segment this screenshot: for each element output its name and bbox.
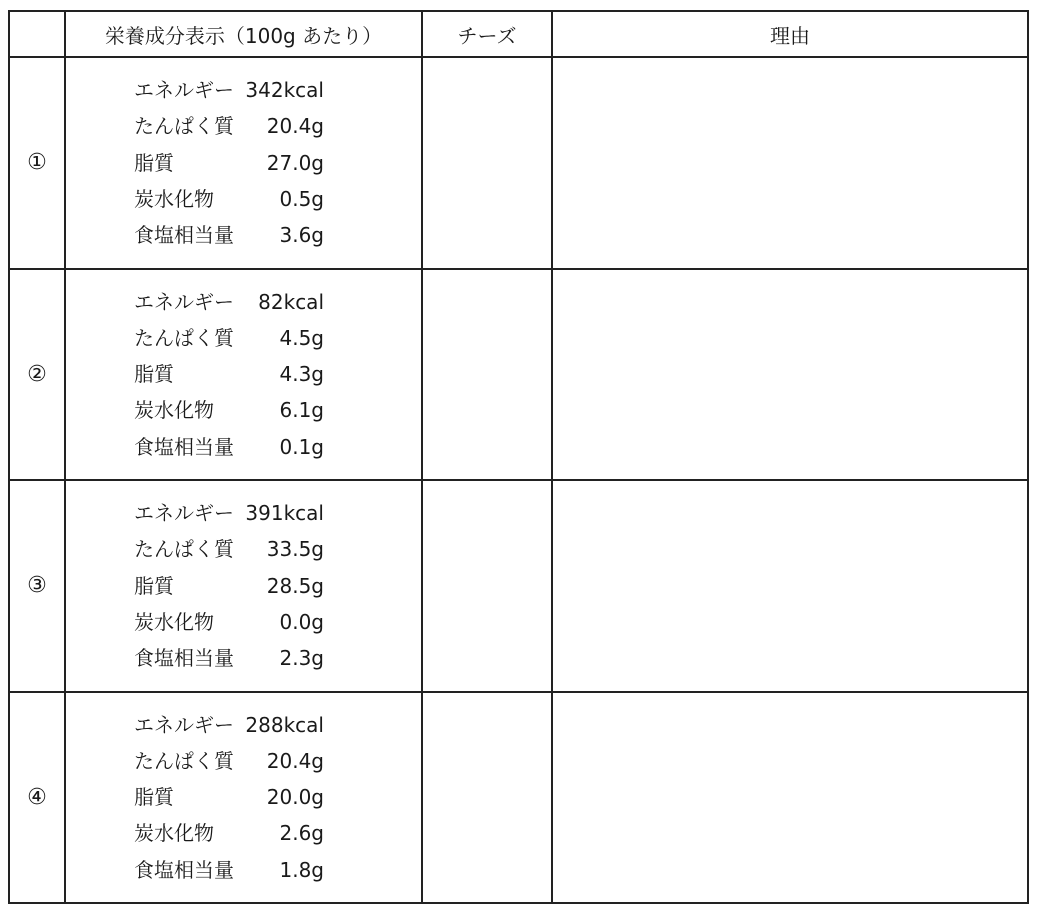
nutrient-value: 6.1g xyxy=(279,398,324,423)
nutrient-value: 33.5g xyxy=(266,537,324,562)
nutrient-value: 28.5g xyxy=(266,573,324,598)
nutrient-row xyxy=(134,108,324,144)
nutrient-name: 脂質 xyxy=(134,573,174,598)
nutrient-row xyxy=(134,640,324,676)
nutrient-row xyxy=(134,743,324,779)
nutrient-row xyxy=(134,284,324,320)
nutrient-row xyxy=(134,145,324,181)
nutrient-row xyxy=(134,320,324,356)
nutrient-list xyxy=(134,495,324,676)
nutrition-cell xyxy=(65,480,422,692)
header-row xyxy=(9,11,1028,57)
nutrient-name: 炭水化物 xyxy=(134,609,214,634)
nutrient-name: 炭水化物 xyxy=(134,186,214,211)
nutrient-value: 0.1g xyxy=(279,434,324,459)
row-number: ④ xyxy=(9,692,65,904)
table-row xyxy=(9,269,1028,481)
nutrient-value: 4.3g xyxy=(279,362,324,387)
nutrient-value: 288kcal xyxy=(245,712,324,737)
nutrient-value: 391kcal xyxy=(245,501,324,526)
table-row xyxy=(9,480,1028,692)
nutrient-name: 食塩相当量 xyxy=(134,223,234,248)
nutrient-row xyxy=(134,392,324,428)
cheese-answer-cell[interactable] xyxy=(422,269,552,481)
nutrient-name: たんぱく質 xyxy=(134,325,234,350)
nutrient-value: 4.5g xyxy=(279,325,324,350)
nutrient-name: たんぱく質 xyxy=(134,537,234,562)
nutrient-value: 0.5g xyxy=(279,186,324,211)
nutrient-value: 2.6g xyxy=(279,821,324,846)
nutrient-list xyxy=(134,707,324,888)
nutrition-table xyxy=(8,10,1029,904)
nutrient-row xyxy=(134,531,324,567)
nutrient-list xyxy=(134,72,324,253)
nutrient-row xyxy=(134,815,324,851)
nutrient-value: 27.0g xyxy=(266,150,324,175)
nutrient-value: 20.4g xyxy=(266,114,324,139)
reason-answer-cell[interactable] xyxy=(552,692,1028,904)
header-reason: 理由 xyxy=(552,11,1028,57)
header-cheese: チーズ xyxy=(422,11,552,57)
nutrient-value: 20.4g xyxy=(266,748,324,773)
nutrient-row xyxy=(134,707,324,743)
nutrition-cell xyxy=(65,269,422,481)
nutrient-value: 2.3g xyxy=(279,646,324,671)
nutrient-row xyxy=(134,495,324,531)
nutrient-name: エネルギー xyxy=(134,289,234,314)
nutrient-name: たんぱく質 xyxy=(134,114,234,139)
nutrient-row xyxy=(134,181,324,217)
nutrient-name: 食塩相当量 xyxy=(134,434,234,459)
nutrient-name: エネルギー xyxy=(134,501,234,526)
reason-answer-cell[interactable] xyxy=(552,57,1028,269)
table-row xyxy=(9,692,1028,904)
nutrient-row xyxy=(134,217,324,253)
cheese-answer-cell[interactable] xyxy=(422,692,552,904)
nutrient-row xyxy=(134,356,324,392)
nutrient-row xyxy=(134,604,324,640)
nutrient-row xyxy=(134,852,324,888)
nutrient-row xyxy=(134,429,324,465)
nutrient-value: 82kcal xyxy=(258,289,324,314)
nutrition-cell xyxy=(65,57,422,269)
nutrient-name: 炭水化物 xyxy=(134,398,214,423)
row-number: ① xyxy=(9,57,65,269)
nutrient-list xyxy=(134,284,324,465)
table-row xyxy=(9,57,1028,269)
nutrition-cell xyxy=(65,692,422,904)
nutrient-name: たんぱく質 xyxy=(134,748,234,773)
nutrient-name: 炭水化物 xyxy=(134,821,214,846)
cheese-answer-cell[interactable] xyxy=(422,57,552,269)
nutrient-value: 1.8g xyxy=(279,857,324,882)
header-nutrition: 栄養成分表示（100g あたり） xyxy=(65,11,422,57)
reason-answer-cell[interactable] xyxy=(552,480,1028,692)
reason-answer-cell[interactable] xyxy=(552,269,1028,481)
nutrient-row xyxy=(134,568,324,604)
cheese-answer-cell[interactable] xyxy=(422,480,552,692)
nutrient-row xyxy=(134,779,324,815)
nutrient-value: 342kcal xyxy=(245,78,324,103)
nutrient-value: 20.0g xyxy=(266,785,324,810)
nutrient-name: エネルギー xyxy=(134,78,234,103)
header-number xyxy=(9,11,65,57)
nutrient-value: 0.0g xyxy=(279,609,324,634)
nutrient-name: エネルギー xyxy=(134,712,234,737)
nutrient-row xyxy=(134,72,324,108)
nutrient-name: 脂質 xyxy=(134,785,174,810)
nutrient-name: 食塩相当量 xyxy=(134,646,234,671)
nutrient-value: 3.6g xyxy=(279,223,324,248)
nutrient-name: 食塩相当量 xyxy=(134,857,234,882)
row-number: ② xyxy=(9,269,65,481)
nutrient-name: 脂質 xyxy=(134,362,174,387)
nutrient-name: 脂質 xyxy=(134,150,174,175)
row-number: ③ xyxy=(9,480,65,692)
